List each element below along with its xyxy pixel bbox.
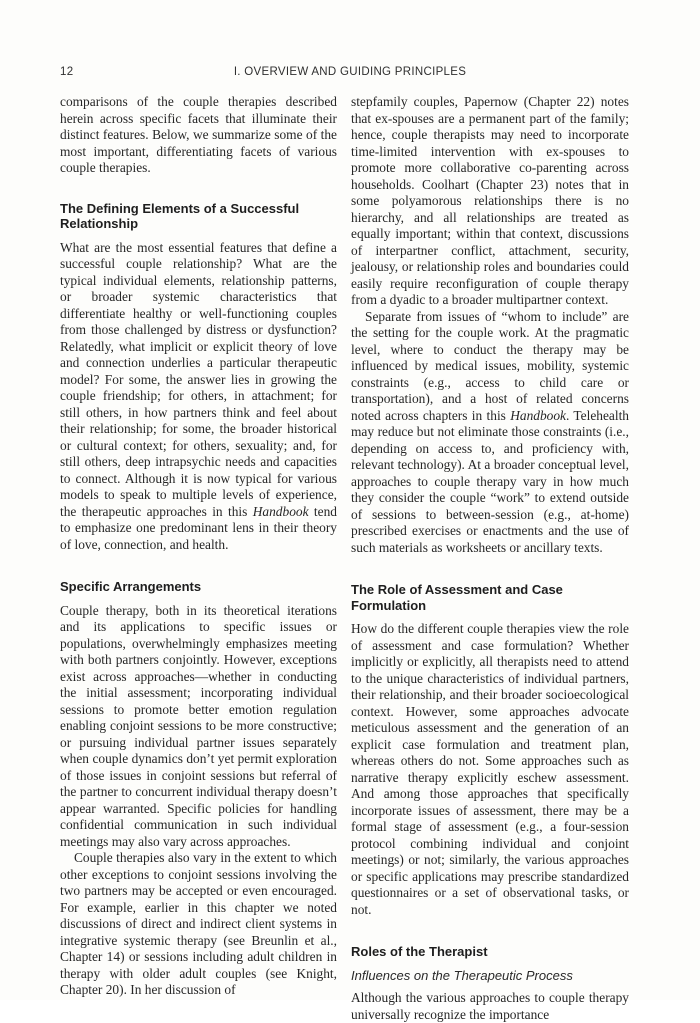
- paragraph-influences: Although the various approaches to couple therapy universally recognize the importance: [351, 990, 629, 1022]
- paragraph-assessment: How do the different couple therapies view the role of assessment and case formulation? Whether implicitly or explicitly, all therapists need to attend to the unique characteristics of individual partners, their relationship, and their broader socioecological context. However, some approaches advocate meticulous assessment and the generation of an explicit case formulation and treatment plan, whereas others do not. Some approaches such as narrative therapy explicitly eschew assessment. And among those approaches that specifically incorporate issues of assessment, there may be a formal stage of assessment (e.g., a four-session protocol combining individual and conjoint meetings) or not; similarly, the various approaches or specific applications may prescribe standardized questionnaires or a set of observational tasks, or not.: [351, 621, 629, 917]
- heading-assessment: The Role of Assessment and Case Formulation: [351, 582, 563, 613]
- paragraph-setting: Separate from issues of “whom to include” are the setting for the couple work. At the pragmatic level, where to conduct the therapy may be influenced by medical issues, mobility, systemic constraints (e.g., access to child care or transportation), and a host of related concerns noted across chapters in this Handbook. Telehealth may reduce but not eliminate those constraints (i.e., depending on access to, and proficiency with, relevant technology). At a broader conceptual level, approaches to couple therapy vary in how much they consider the couple “work” to extend outside of sessions to between-session (e.g., at-home) prescribed exercises or enactments and the use of such materials as worksheets or ancillary texts.: [351, 308, 629, 555]
- paragraph-specific-arrangements: Couple therapy, both in its theoretical iterations and its applications to specific issues or populations, overwhelmingly emphasizes meeting with both partners conjointly. However, exceptions exist across approaches—whether in conducting the initial assessment; incorporating individual sessions to promote better emotion regulation enabling conjoint sessions to be more constructive; or pursuing individual partner issues separately when couple dynamics don’t yet permit exploration of those issues in conjoint sessions but referral of the partner to concurrent individual therapy doesn’t appear warranted. Specific policies for handling confidential communication in such individual meetings may also vary across approaches.: [60, 602, 337, 849]
- heading-roles-of-therapist: Roles of the Therapist: [351, 944, 488, 959]
- paragraph-exceptions: Couple therapies also vary in the extent to which other exceptions to conjoint sessions involving the two partners may be accepted or even encouraged. For example, earlier in this chapter we noted discussions of direct and indirect client systems in integrative systemic therapy (see Breunlin et al., Chapter 14) or sessions including adult children in therapy with older adult couples (see Knight, Chapter 20). In her discussion of: [60, 850, 337, 997]
- running-title: I. OVERVIEW AND GUIDING PRINCIPLES: [233, 66, 467, 78]
- running-head: [60, 66, 640, 80]
- left-column: [60, 94, 337, 999]
- heading-defining-elements: The Defining Elements of a Successful Relationship: [60, 200, 300, 231]
- paragraph-intro: comparisons of the couple therapies described herein across specific facets that illuminate their distinct features. Below, we summarize some of the most important, differentiating facets of various couple therapies.: [60, 94, 337, 175]
- heading-specific-arrangements: Specific Arrangements: [60, 579, 202, 594]
- paragraph-stepfamily: stepfamily couples, Papernow (Chapter 22) notes that ex-spouses are a permanent part of the family; hence, couple therapists may need to incorporate time-limited intervention with ex-spouses to promote more collaborative co-parenting across households. Coolhart (Chapter 23) notes that in some polyamorous relationships there is no hierarchy, and all relationships are treated as equally important; within that context, discussions of interpartner conflict, attachment, security, jealousy, or relationship roles and boundaries could easily require reconfiguration of couple therapy from a dyadic to a broader multipartner context.: [351, 94, 629, 307]
- handbook-title: Handbook: [510, 407, 566, 423]
- page-number: 12: [60, 66, 74, 78]
- subheading-influences: Influences on the Therapeutic Process: [351, 967, 573, 983]
- right-column: [351, 94, 629, 1023]
- handbook-title: Handbook: [252, 503, 309, 519]
- paragraph-defining-elements: What are the most essential features that define a successful couple relationship? What are the typical individual elements, relationship patterns, or broader systemic characteristics that differentiate healthy or well-functioning couples from those challenged by distress or dysfunction? Relatedly, what implicit or explicit theory of love and connection underlies a particular therapeutic model? For some, the answer lies in growing the couple friendship; for others, in attachment; for still others, in how partners think and feel about their relationship; for some, the broader historical or cultural context; for others, sexuality; and, for still others, deep intrapsychic needs and capacities to connect. Although it is now typical for various models to speak to multiple levels of experience, the therapeutic approaches in this Handbook tend to emphasize one predominant lens in their theory of love, connection, and health.: [60, 239, 337, 552]
